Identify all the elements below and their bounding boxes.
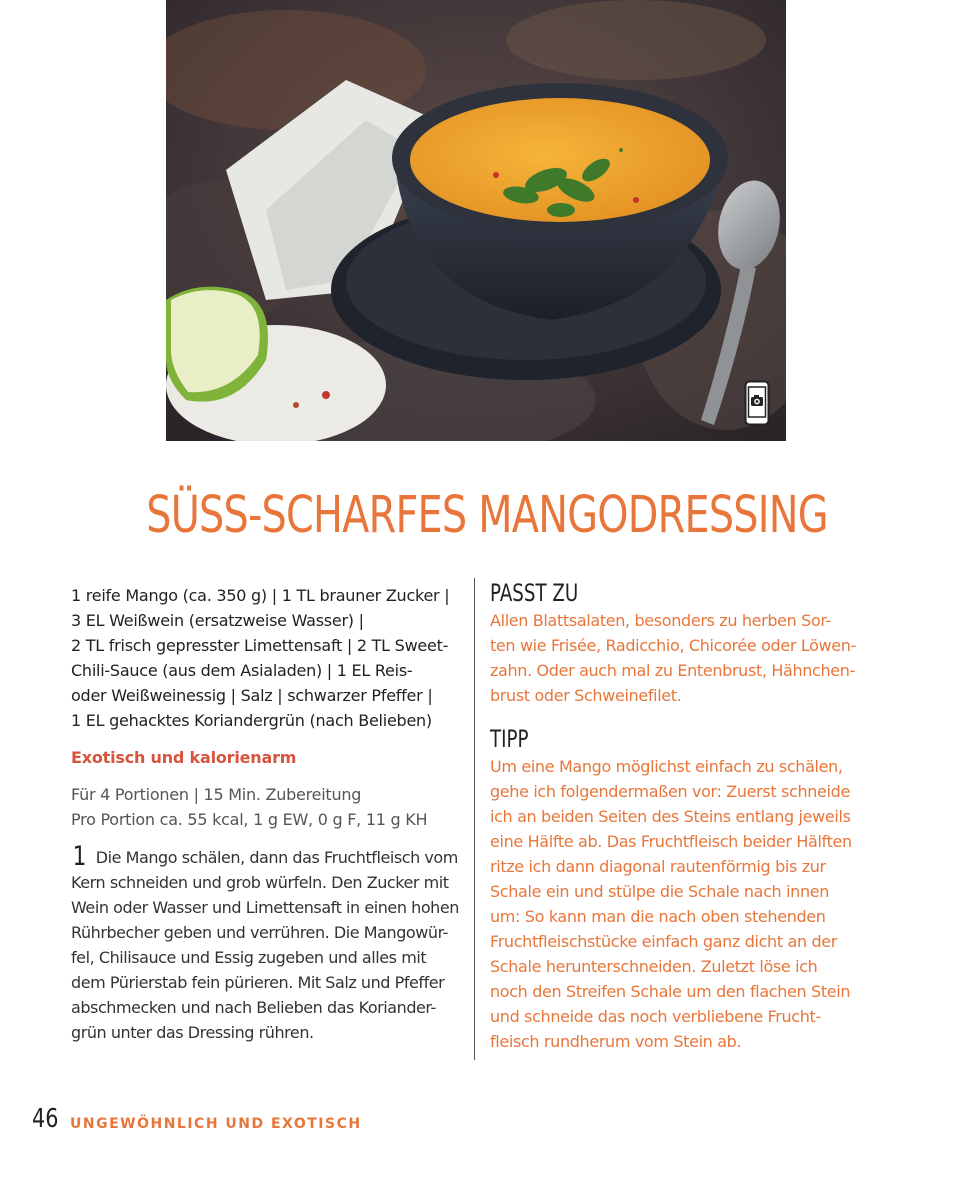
passt-zu-line: Allen Blattsalaten, besonders zu herben Sor- <box>490 611 832 630</box>
page-number: 46 <box>32 1104 59 1134</box>
tipp-line: fleisch rundherum vom Stein ab. <box>490 1032 742 1051</box>
passt-zu-section <box>490 578 890 708</box>
right-column <box>490 578 890 1054</box>
step-line: Rührbecher geben und verrühren. Die Mangowür- <box>71 923 449 942</box>
tipp-line: gehe ich folgendermaßen vor: Zuerst schneide <box>490 782 850 801</box>
tipp-line: Fruchtfleischstücke einfach ganz dicht an der <box>490 932 838 951</box>
step-line: Die Mango schälen, dann das Fruchtfleisch vom <box>95 848 458 867</box>
ingredient-line: 1 reife Mango (ca. 350 g) | 1 TL brauner Zucker | <box>71 586 450 605</box>
passt-zu-line: brust oder Schweinefilet. <box>490 686 682 705</box>
step-line: Wein oder Wasser und Limettensaft in einen hohen <box>71 898 459 917</box>
recipe-title: SÜSS-SCHARFES MANGODRESSING <box>146 486 828 545</box>
step-line: fel, Chilisauce und Essig zugeben und alles mit <box>71 948 427 967</box>
tipp-line: ich an beiden Seiten des Steins entlang jeweils <box>490 807 851 826</box>
section-label: UNGEWÖHNLICH UND EXOTISCH <box>70 1116 362 1132</box>
tipp-line: ritze ich dann diagonal rautenförmig bis zur <box>490 857 826 876</box>
ingredient-line: Chili-Sauce (aus dem Asialaden) | 1 EL Reis- <box>71 661 413 680</box>
instruction-step <box>71 841 466 1045</box>
tipp-line: eine Hälfte ab. Das Fruchtfleisch beider Hälften <box>490 832 852 851</box>
recipe-photo <box>166 0 786 441</box>
camera-phone-icon[interactable] <box>744 380 770 426</box>
passt-zu-heading: PASST ZU <box>490 579 579 607</box>
step-number: 1 <box>72 841 87 872</box>
meta-line: Für 4 Portionen | 15 Min. Zubereitung <box>71 785 362 804</box>
ingredient-line: 3 EL Weißwein (ersatzweise Wasser) | <box>71 611 364 630</box>
recipe-subheading: Exotisch und kalorienarm <box>71 748 297 767</box>
tipp-line: noch den Streifen Schale um den flachen Stein <box>490 982 851 1001</box>
passt-zu-line: ten wie Frisée, Radicchio, Chicorée oder Löwen- <box>490 636 856 655</box>
tipp-section <box>490 724 890 1054</box>
recipe-meta <box>71 782 466 832</box>
tipp-heading: TIPP <box>490 725 529 753</box>
ingredient-line: 1 EL gehacktes Koriandergrün (nach Belieben) <box>71 711 432 730</box>
step-line: Kern schneiden und grob würfeln. Den Zucker mit <box>71 873 449 892</box>
tipp-line: Schale ein und stülpe die Schale nach innen <box>490 882 830 901</box>
tipp-line: Um eine Mango möglichst einfach zu schälen, <box>490 757 843 776</box>
left-column <box>71 583 466 1045</box>
tipp-line: Schale herunterschneiden. Zuletzt löse ich <box>490 957 818 976</box>
tipp-line: um: So kann man die nach oben stehenden <box>490 907 826 926</box>
passt-zu-line: zahn. Oder auch mal zu Entenbrust, Hähnchen- <box>490 661 856 680</box>
ingredient-line: oder Weißweinessig | Salz | schwarzer Pfeffer | <box>71 686 433 705</box>
step-line: grün unter das Dressing rühren. <box>71 1023 314 1042</box>
meta-line: Pro Portion ca. 55 kcal, 1 g EW, 0 g F, 11 g KH <box>71 810 428 829</box>
ingredients-list <box>71 583 466 733</box>
step-line: abschmecken und nach Belieben das Koriander- <box>71 998 436 1017</box>
step-line: dem Pürierstab fein pürieren. Mit Salz und Pfeffer <box>71 973 445 992</box>
tipp-line: und schneide das noch verbliebene Frucht- <box>490 1007 821 1026</box>
column-divider <box>474 578 475 1060</box>
ingredient-line: 2 TL frisch gepresster Limettensaft | 2 TL Sweet- <box>71 636 449 655</box>
